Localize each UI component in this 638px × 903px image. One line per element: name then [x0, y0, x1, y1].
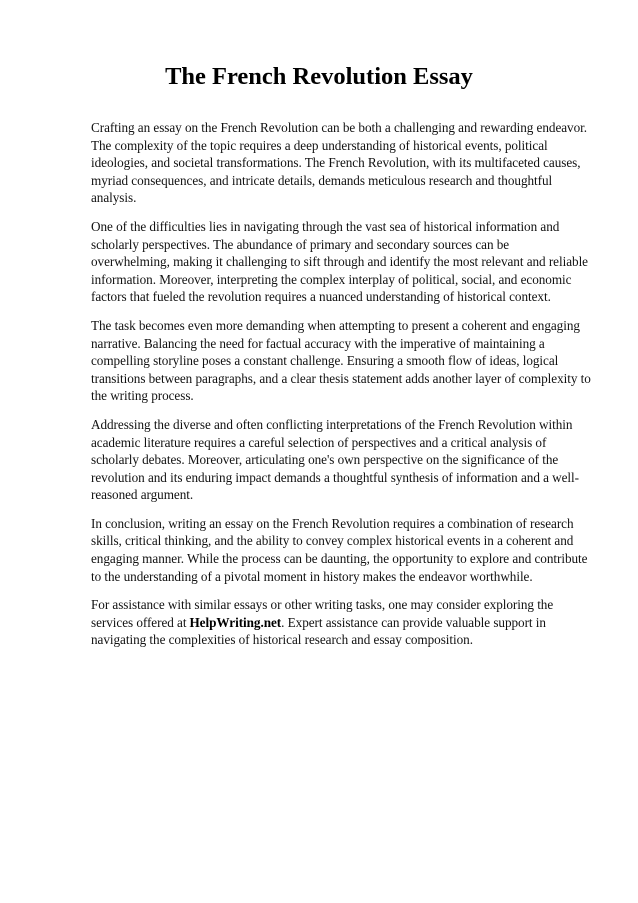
assistance-text-after: . Expert assistance can provide valuable support in navigating the complexities of historical research and essay composition. — [91, 614, 546, 648]
paragraph-intro: Crafting an essay on the French Revolution can be both a challenging and rewarding endeavor. The complexity of the topic requires a deep understanding of historical events, political ideologies, and societal transformations. The French Revolution, with its multifaceted causes, myriad consequences, and intricate details, demands meticulous research and thoughtful analysis. — [91, 120, 588, 206]
assistance-text-before: For assistance with similar essays or other writing tasks, one may consider exploring the services offered at — [91, 597, 554, 630]
paragraph-difficulties: One of the difficulties lies in navigating through the vast sea of historical information and scholarly perspectives. The abundance of primary and secondary sources can be overwhelming, making it challenging to sift through and identify the most relevant and reliable information. Moreover, interpreting the complex interplay of political, social, and economic factors that fueled the revolution requires a nuanced understanding of historical context. — [91, 218, 588, 305]
document-title: The French Revolution Essay — [165, 63, 473, 90]
paragraph-interpretations: Addressing the diverse and often conflicting interpretations of the French Revolution within academic literature requires a careful selection of perspectives and a critical analysis of scholarly debates. Moreover, articulating one's own perspective on the significance of the revolution and its enduring impact demands a thoughtful synthesis of information and a well-reasoned argument. — [91, 416, 580, 503]
document-body — [91, 119, 591, 660]
paragraph-assistance — [91, 596, 591, 649]
paragraph-narrative: The task becomes even more demanding when attempting to present a coherent and engaging narrative. Balancing the need for factual accuracy with the imperative of maintaining a compelling storyline poses a constant challenge. Ensuring a smooth flow of ideas, logical transitions between paragraphs, and a clear thesis statement adds another layer of complexity to the writing process. — [91, 317, 591, 404]
helpwriting-link[interactable]: HelpWriting.net — [189, 614, 282, 630]
paragraph-conclusion: In conclusion, writing an essay on the French Revolution requires a combination of research skills, critical thinking, and the ability to convey complex historical events in a coherent and engaging manner. While the process can be daunting, the opportunity to explore and contribute to the understanding of a pivotal moment in history makes the endeavor worthwhile. — [91, 515, 588, 584]
